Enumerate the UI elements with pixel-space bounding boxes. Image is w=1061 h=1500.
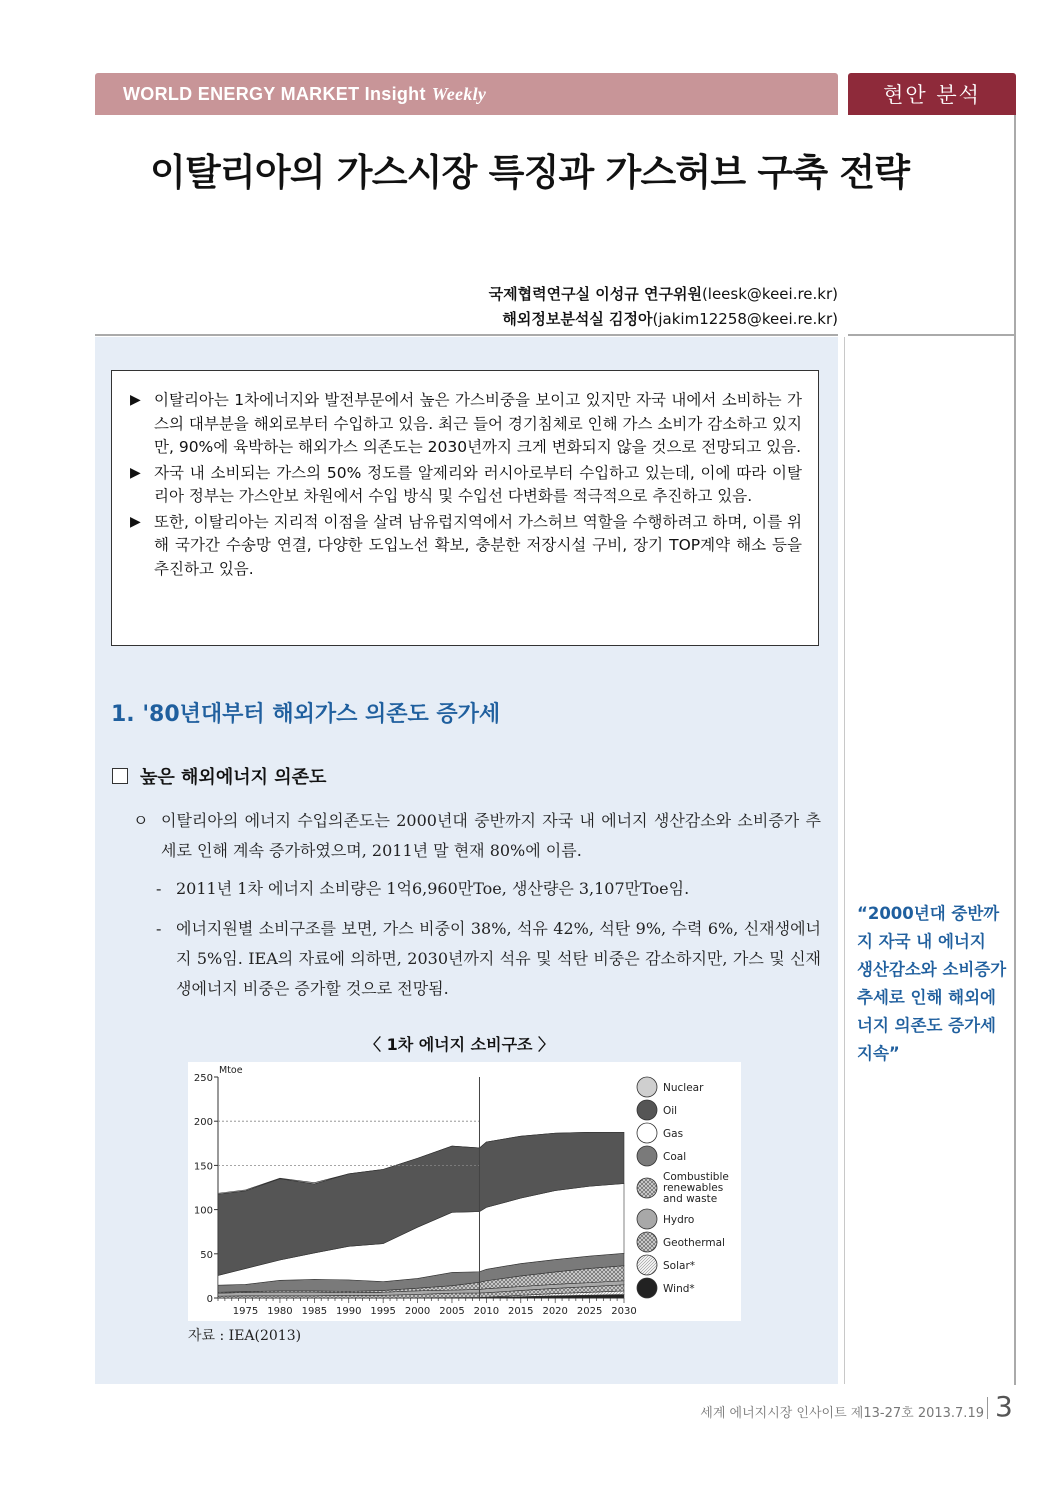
author-1-email: (leesk@keei.re.kr) bbox=[701, 285, 838, 303]
author-2-name: 해외정보분석실 김정아 bbox=[502, 310, 653, 328]
legend-label: Solar* bbox=[663, 1260, 696, 1272]
authors-block bbox=[489, 282, 838, 332]
footer-divider bbox=[987, 1397, 988, 1419]
legend-label: Geothermal bbox=[663, 1237, 725, 1249]
legend-label-line: Combustible bbox=[663, 1171, 729, 1183]
legend-swatch bbox=[637, 1146, 657, 1166]
side-divider bbox=[844, 337, 845, 1384]
right-rule bbox=[1014, 115, 1016, 1385]
x-tick-label: 2020 bbox=[542, 1306, 568, 1317]
dash-bullet: - bbox=[156, 919, 162, 938]
x-tick-label: 2030 bbox=[611, 1306, 637, 1317]
paragraph-1-text: 이탈리아의 에너지 수입의존도는 2000년대 중반까지 자국 내 에너지 생산감소와 소비증가 추세로 인해 계속 증가하였으며, 2011년 말 현재 80%에 이름. bbox=[161, 811, 821, 860]
top-rule bbox=[95, 334, 838, 336]
paragraph-2 bbox=[156, 874, 821, 904]
x-tick-label: 1995 bbox=[370, 1306, 396, 1317]
series-weekly: Weekly bbox=[431, 84, 487, 104]
header-series bbox=[123, 84, 486, 105]
author-1 bbox=[489, 282, 838, 307]
y-tick-label: 200 bbox=[193, 1117, 213, 1129]
y-tick-label: 250 bbox=[193, 1073, 213, 1084]
legend-label: Gas bbox=[663, 1128, 684, 1140]
legend-label: Coal bbox=[663, 1151, 687, 1163]
summary-item bbox=[130, 389, 802, 460]
legend-label: Nuclear bbox=[663, 1082, 704, 1094]
paragraph-2-text: 2011년 1차 에너지 소비량은 1억6,960만Toe, 생산량은 3,107만Toe임. bbox=[176, 879, 690, 898]
legend-label: Wind* bbox=[663, 1283, 695, 1295]
x-tick-label: 2010 bbox=[473, 1306, 500, 1317]
y-tick-label: 100 bbox=[193, 1205, 213, 1217]
y-tick-label: 50 bbox=[200, 1249, 213, 1261]
summary-text: 또한, 이탈리아는 지리적 이점을 살려 남유럽지역에서 가스허브 역할을 수행하려고 하며, 이를 위해 국가간 수송망 연결, 다양한 도입노선 확보, 충분한 저장시설 구비, 장기 TOP계약 해소 등을 추진하고 있음. bbox=[154, 512, 803, 578]
summary-text: 이탈리아는 1차에너지와 발전부문에서 높은 가스비중을 보이고 있지만 자국 내에서 소비하는 가스의 대부분을 해외로부터 수입하고 있음. 최근 들어 경기침체로 인해 가스 소비가 감소하고 있지만, 90%에 육박하는 해외가스 의존도는 2030년까지 크게 변화되지 않을 것으로 전망되고 있음. bbox=[154, 391, 803, 456]
x-tick-label: 2025 bbox=[576, 1306, 603, 1317]
legend-swatch bbox=[637, 1100, 657, 1120]
legend-swatch bbox=[637, 1123, 657, 1143]
dash-bullet: - bbox=[156, 879, 162, 898]
legend-label bbox=[663, 1171, 729, 1205]
triangle-bullet-icon: ▶ bbox=[130, 392, 141, 408]
energy-consumption-chart bbox=[188, 1062, 741, 1321]
summary-item bbox=[130, 511, 802, 582]
legend-label-line: and waste bbox=[663, 1193, 718, 1205]
legend-swatch bbox=[637, 1278, 657, 1298]
author-1-name: 국제협력연구실 이성규 연구위원 bbox=[488, 285, 702, 303]
legend-swatch bbox=[637, 1077, 657, 1097]
sub-heading bbox=[112, 763, 326, 789]
legend-label-line: renewables bbox=[663, 1182, 724, 1194]
legend-label: Oil bbox=[663, 1105, 678, 1117]
pull-quote: “2000년대 중반까지 자국 내 에너지 생산감소와 소비증가 추세로 인해 해외에너지 의존도 증가세 지속” bbox=[857, 904, 1007, 1063]
legend-swatch bbox=[637, 1255, 657, 1275]
page-number: 3 bbox=[995, 1390, 1013, 1423]
section-heading: 1. '80년대부터 해외가스 의존도 증가세 bbox=[111, 702, 501, 727]
author-2-email: (jakim12258@keei.re.kr) bbox=[652, 310, 838, 328]
x-tick-label: 2000 bbox=[404, 1306, 431, 1317]
legend-swatch bbox=[637, 1232, 657, 1252]
paragraph-1 bbox=[133, 806, 821, 866]
legend-swatch bbox=[637, 1178, 657, 1198]
footer-issue: 세계 에너지시장 인사이트 제13-27호 2013.7.19 bbox=[700, 1406, 984, 1421]
y-tick-label: 0 bbox=[206, 1294, 213, 1305]
author-2 bbox=[489, 307, 838, 332]
sub-heading-text: 높은 해외에너지 의존도 bbox=[140, 767, 327, 788]
x-tick-label: 1990 bbox=[336, 1306, 362, 1317]
legend-swatch bbox=[637, 1209, 657, 1229]
x-tick-label: 2015 bbox=[508, 1306, 534, 1317]
triangle-bullet-icon: ▶ bbox=[130, 464, 141, 481]
page-title: 이탈리아의 가스시장 특징과 가스허브 구축 전략 bbox=[150, 151, 910, 194]
header-bar bbox=[95, 73, 838, 115]
x-tick-label: 1975 bbox=[232, 1306, 259, 1317]
chart-source: 자료 : IEA(2013) bbox=[188, 1328, 302, 1344]
paragraph-3 bbox=[156, 914, 821, 1004]
chart-container bbox=[188, 1062, 741, 1321]
section-tab: 현안 분석 bbox=[848, 73, 1016, 115]
summary-box bbox=[111, 370, 819, 646]
triangle-bullet-icon: ▶ bbox=[130, 513, 141, 530]
top-rule-side bbox=[848, 334, 1016, 336]
y-axis-label: Mtoe bbox=[219, 1065, 243, 1076]
x-tick-label: 2005 bbox=[439, 1306, 465, 1317]
paragraph-3-text: 에너지원별 소비구조를 보면, 가스 비중이 38%, 석유 42%, 석탄 9%, 수력 6%, 신재생에너지 5%임. IEA의 자료에 의하면, 2030년까지 석유 및 석탄 비중은 감소하지만, 가스 및 신재생에너지 비중은 증가할 것으로 전망됨. bbox=[176, 919, 821, 998]
x-tick-label: 1980 bbox=[267, 1306, 293, 1317]
summary-text: 자국 내 소비되는 가스의 50% 정도를 알제리와 러시아로부터 수입하고 있는데, 이에 따라 이탈리아 정부는 가스안보 차원에서 수입 방식 및 수입선 다변화를 적극적으로 추진하고 있음. bbox=[154, 463, 802, 505]
series-title: WORLD ENERGY MARKET Insight bbox=[123, 84, 426, 104]
chart-caption: 〈 1차 에너지 소비구조 〉 bbox=[365, 1035, 555, 1054]
x-tick-label: 1985 bbox=[301, 1306, 328, 1317]
y-tick-label: 150 bbox=[193, 1161, 213, 1173]
legend-label: Hydro bbox=[663, 1214, 695, 1226]
checkbox-square-icon bbox=[112, 768, 128, 784]
summary-item bbox=[130, 462, 802, 509]
circle-bullet-icon: ㅇ bbox=[133, 811, 149, 830]
